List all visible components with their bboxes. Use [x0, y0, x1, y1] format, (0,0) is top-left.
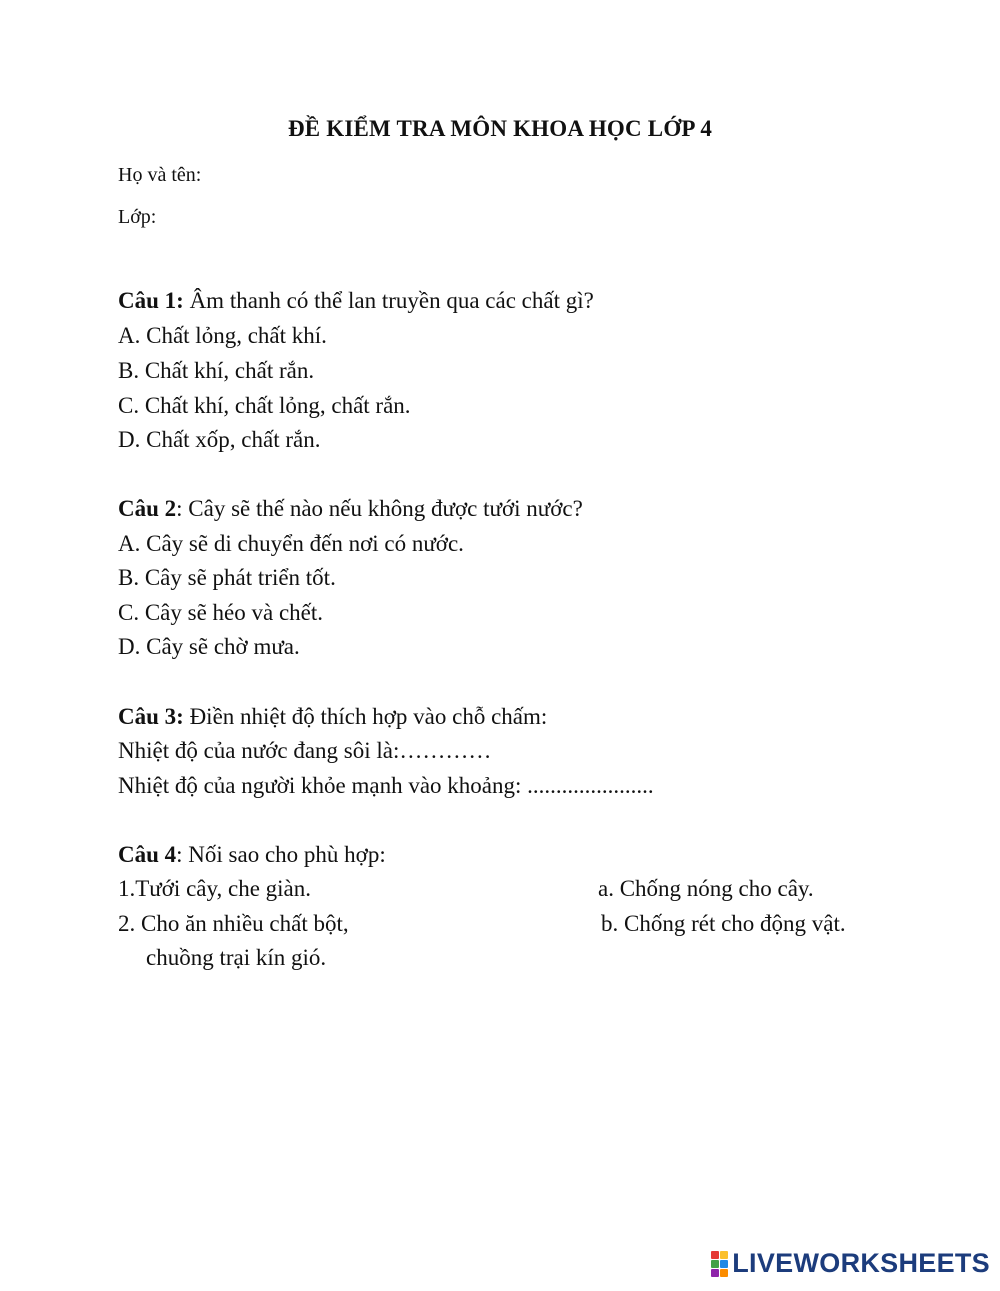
question-3: [118, 704, 547, 730]
question-4-right-a: a. Chống nóng cho cây.: [598, 876, 814, 901]
question-1-option-d: D. Chất xốp, chất rắn.: [118, 427, 321, 452]
question-2-text: : Cây sẽ thế nào nếu không được tưới nước?: [176, 496, 583, 521]
question-3-label: Câu 3:: [118, 704, 184, 729]
question-1-label: Câu 1:: [118, 288, 184, 313]
question-4-left-2-cont: chuồng trại kín gió.: [146, 945, 327, 970]
name-label: Họ và tên:: [118, 164, 202, 186]
question-4-label: Câu 4: [118, 842, 177, 867]
question-2-label: Câu 2: [118, 496, 177, 521]
class-label: Lớp:: [118, 206, 157, 228]
liveworksheets-brand-text: LIVEWORKSHEETS: [732, 1248, 990, 1278]
question-1-text: Âm thanh có thể lan truyền qua các chất gì?: [183, 288, 594, 313]
question-2: [118, 496, 583, 522]
worksheet-title: ĐỀ KIỂM TRA MÔN KHOA HỌC LỚP 4: [287, 116, 713, 141]
question-4-right-b: b. Chống rét cho động vật.: [601, 911, 846, 936]
question-1-option-b: B. Chất khí, chất rắn.: [118, 358, 315, 383]
question-2-option-a: A. Cây sẽ di chuyển đến nơi có nước.: [118, 531, 464, 556]
question-4: [118, 842, 386, 868]
question-3-line-2: Nhiệt độ của người khỏe mạnh vào khoảng: ......................: [118, 773, 654, 798]
question-4-text: : Nối sao cho phù hợp:: [176, 842, 386, 867]
question-3-text: Điền nhiệt độ thích hợp vào chỗ chấm:: [183, 704, 548, 729]
question-2-option-c: C. Cây sẽ héo và chết.: [118, 600, 324, 625]
liveworksheets-logo-icon: [711, 1251, 728, 1277]
question-1-option-c: C. Chất khí, chất lỏng, chất rắn.: [118, 393, 411, 418]
question-4-left-2: 2. Cho ăn nhiều chất bột,: [118, 911, 349, 936]
question-1-option-a: A. Chất lỏng, chất khí.: [118, 323, 327, 348]
question-2-option-d: D. Cây sẽ chờ mưa.: [118, 634, 300, 659]
question-3-line-1: Nhiệt độ của nước đang sôi là:…………: [118, 738, 492, 763]
question-2-option-b: B. Cây sẽ phát triển tốt.: [118, 565, 336, 590]
question-1: [118, 288, 594, 314]
liveworksheets-logo: [711, 1248, 990, 1279]
question-4-left-1: 1.Tưới cây, che giàn.: [118, 876, 312, 901]
